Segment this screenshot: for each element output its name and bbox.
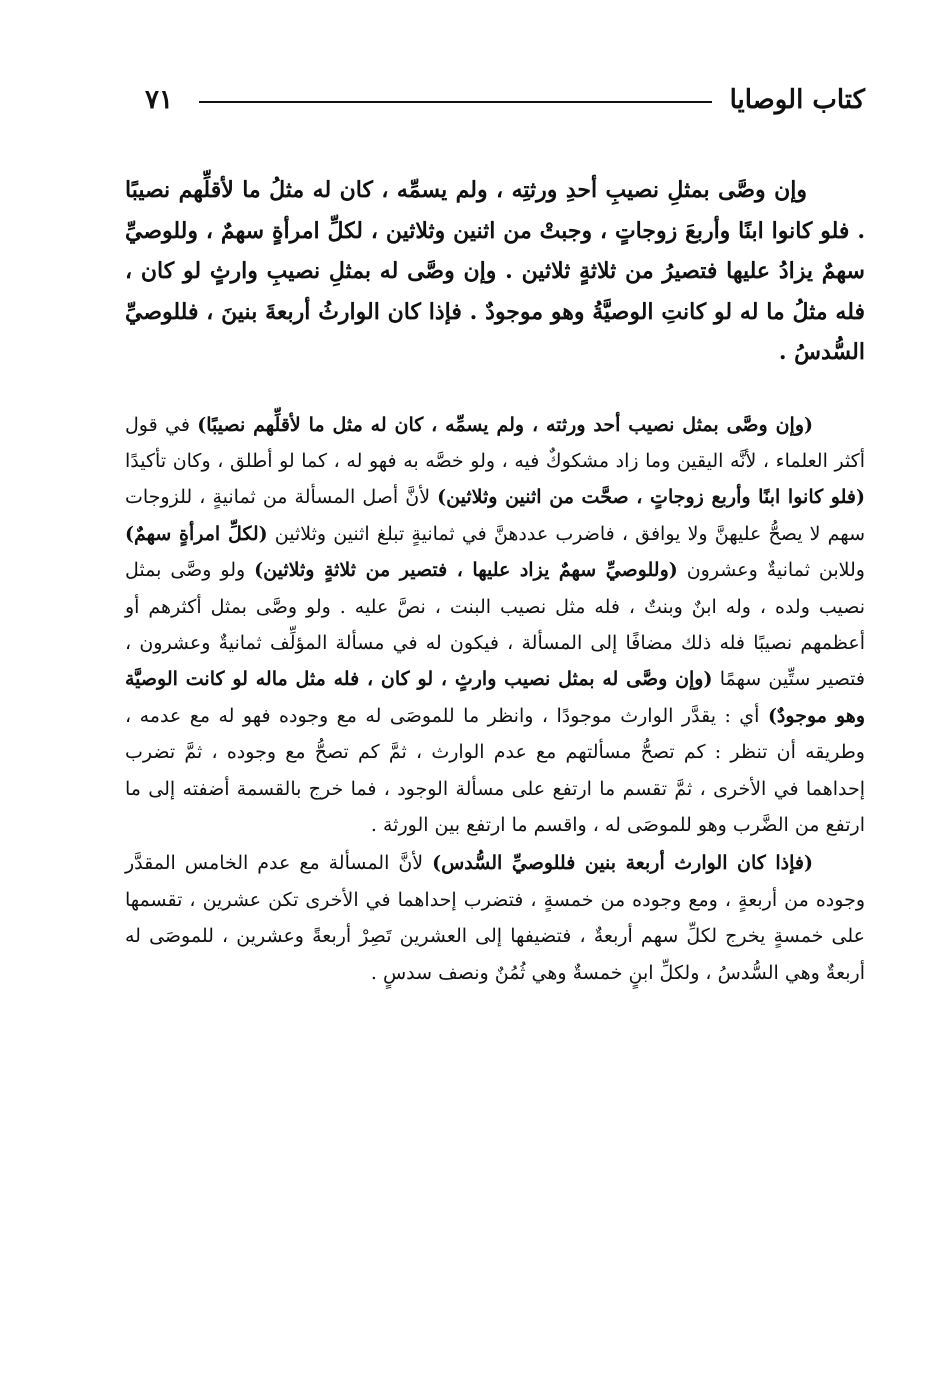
quoted-main-text: (وللوصيِّ سهمٌ يزاد عليها ، فتصير من ثلاثةٍ وثلاثين)	[254, 559, 678, 582]
commentary-paragraph-2	[125, 845, 865, 991]
quoted-main-text: (فإذا كان الوارث أربعة بنين فللوصيِّ السُّدس)	[432, 852, 813, 875]
commentary-text: ولو وصَّى بمثل نصيب ولده ، وله ابنٌ وبنتٌ ، فله مثل نصيب البنت ، نصَّ عليه . ولو وصَّى بمثل أكثرهم أو أعظمهم نصيبًا فله ذلك مضافًا إلى المسألة ، فيكون له في مسألة المؤلِّف ثمانيةٌ وعشرون ، فتصير ستِّين سهمًا	[125, 559, 865, 691]
quoted-main-text: (وإن وصَّى له بمثل نصيب وارثٍ ، لو كان ، فله مثل ماله لو كانت الوصيَّة وهو موجودٌ)	[125, 668, 865, 727]
commentary	[125, 407, 865, 992]
chapter-title: كتاب الوصايا	[729, 85, 865, 115]
commentary-paragraph-1	[125, 407, 865, 844]
commentary-text: أي : يقدَّر الوارث موجودًا ، وانظر ما للموصَى له مع وجوده فهو له مع عدمه ، وطريقه أن تنظر : كم تصحُّ مسألتهم مع عدم الوارث ، ثمَّ كم تصحُّ مع وجوده ، ثمَّ تضرب إحداهما في الأخرى ، ثمَّ تقسم ما ارتفع على مسألة الوجود ، فما خرج بالقسمة أضفته إلى ما ارتفع من الضَّرب وهو للموصَى له ، واقسم ما ارتفع بين الورثة .	[125, 704, 865, 836]
header-rule	[199, 101, 712, 103]
quoted-main-text: (وإن وصَّى بمثل نصيب أحد ورثته ، ولم يسمِّه ، كان له مثل ما لأقلِّهم نصيبًا)	[197, 413, 813, 436]
commentary-text: وللابن ثمانيةٌ وعشرون	[677, 559, 865, 582]
book-page	[125, 70, 865, 991]
quoted-main-text: (لكلِّ امرأةٍ سهمٌ)	[125, 522, 268, 545]
quoted-main-text: (فلو كانوا ابنًا وأربع زوجاتٍ ، صحَّت من اثنين وثلاثين)	[437, 486, 865, 509]
main-text: وإن وصَّى بمثلِ نصيبِ أحدِ ورثتِه ، ولم يسمِّه ، كان له مثلُ ما لأقلِّهم نصيبًا . فلو كانوا ابنًا وأربعَ زوجاتٍ ، وجبتْ من اثنين وثلاثين ، لكلِّ امرأةٍ سهمٌ ، وللوصيِّ سهمٌ يزادُ عليها فتصيرُ من ثلاثةٍ ثلاثين . وإن وصَّى له بمثلِ نصيبِ وارثٍ لو كان ، فله مثلُ ما له لو كانتِ الوصيَّةُ وهو موجودٌ . فإذا كان الوارثُ أربعةَ بنينَ ، فللوصيِّ السُّدسُ .	[125, 177, 865, 365]
commentary-text: لأنَّ المسألة مع عدم الخامس المقدَّر وجوده من أربعةٍ ، ومع وجوده من خمسةٍ ، فتضرب إحداهما في الأخرى تكن عشرين ، تقسمها على خمسةٍ يخرج لكلِّ سهم أربعةٌ ، فتضيفها إلى العشرين تَصِرْ أربعةً وعشرين ، للموصَى له أربعةٌ وهي السُّدسُ ، ولكلِّ ابنٍ خمسةٌ وهي ثُمُنٌ ونصف سدسٍ .	[125, 852, 865, 984]
commentary-text: لأنَّ أصل المسألة من ثمانيةٍ ، للزوجات سهم لا يصحُّ عليهنَّ ولا يوافق ، فاضرب عددهنَّ في ثمانيةٍ تبلغ اثنين وثلاثين	[125, 486, 865, 545]
commentary-text: في قول أكثر العلماء ، لأنَّه اليقين وما زاد مشكوكٌ فيه ، ولو خصَّه به فهو له ، كما لو أطلق ، وكان تأكيدًا	[125, 413, 866, 472]
page-number: ٧١	[145, 85, 173, 115]
page-header	[125, 70, 865, 130]
